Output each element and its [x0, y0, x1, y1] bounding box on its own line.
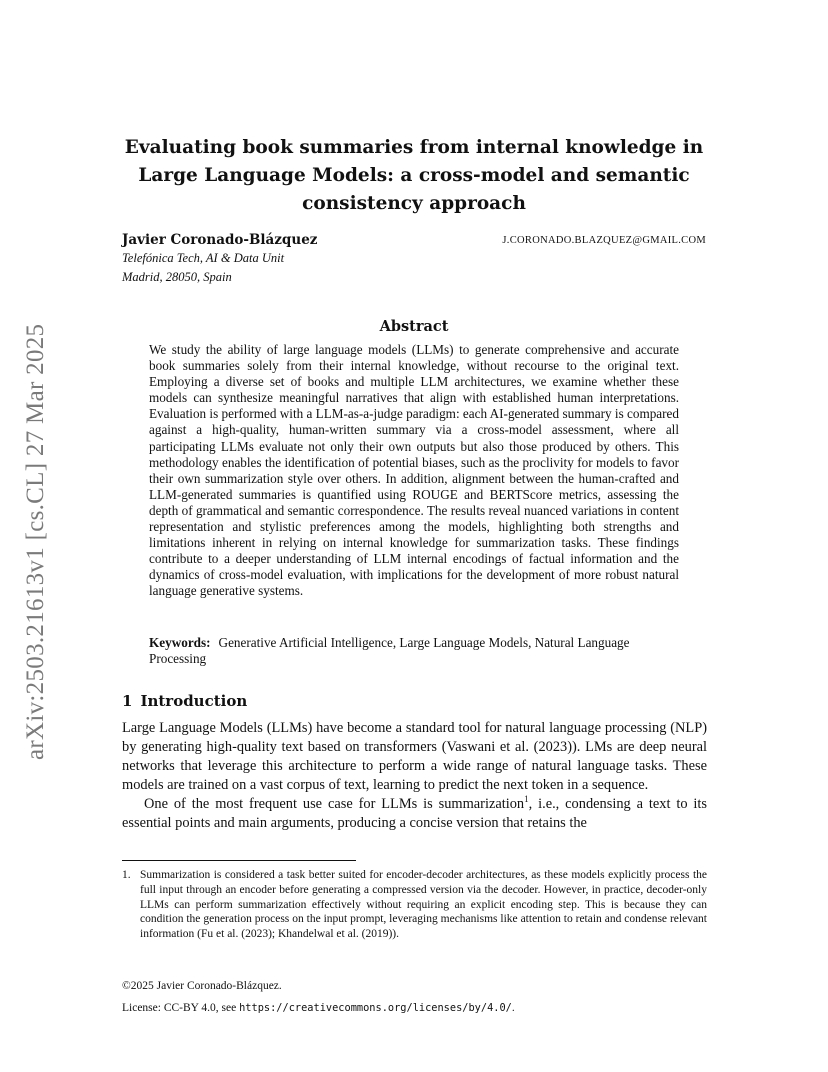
- arxiv-identifier: arXiv:2503.21613v1 [cs.CL] 27 Mar 2025: [22, 323, 49, 760]
- footnote-ref[interactable]: 1: [524, 794, 529, 805]
- section-number: 1: [122, 692, 133, 710]
- license-suffix: .: [511, 1002, 515, 1014]
- author-affiliation: Telefónica Tech, AI & Data Unit: [122, 251, 285, 265]
- abstract-text: We study the ability of large language models (LLMs) to generate comprehensive and accurate book summaries solely from their internal knowledge, without recourse to the original text. Employing a diverse set of books and multiple LLM architectures, we examine whether these models can synthesize meaningful narratives that align with established human interpretations. Evaluation is performed with a LLM-as-a-judge paradigm: each AI-generated summary is compared against a high-quality, human-written summary via a cross-model assessment, where all participating LLMs evaluate not only their own outputs but also those produced by others. This methodology enables the identification of potential biases, such as the proclivity for models to favor their own summarization style over others. In addition, alignment between the human-crafted and LLM-generated summaries is quantified using ROUGE and BERTScore metrics, assessing the depth of grammatical and semantic correspondence. The results reveal nuanced variations in content representation and stylistic preferences among the models, highlighting both strengths and limitations inherent in relying on internal knowledge for summarization tasks. These findings contribute to a deeper understanding of LLM internal encodings of factual information and the dynamics of cross-model evaluation, with implications for the development of more robust natural language generative systems.: [149, 342, 679, 599]
- keywords-text: Generative Artificial Intelligence, Large Language Models, Natural Language Processing: [149, 635, 630, 667]
- author-location: Madrid, 28050, Spain: [122, 270, 232, 284]
- intro-paragraph-2-start: One of the most frequent use case for LLMs is summarization: [144, 796, 525, 812]
- license-url-link[interactable]: https://creativecommons.org/licenses/by/4.0/: [239, 1002, 512, 1014]
- keywords: [149, 635, 679, 667]
- intro-paragraph-2-end: , i.e., condensing a text to its essential points and main arguments, producing a concise version that retains the: [122, 796, 707, 831]
- license-notice: [122, 1002, 515, 1014]
- license-prefix: License: CC-BY 4.0, see: [122, 1002, 240, 1014]
- introduction-body: [122, 719, 707, 833]
- paper-title: Evaluating book summaries from internal knowledge in Large Language Models: a cross-model and semantic consistency approach: [124, 137, 704, 214]
- author-email[interactable]: J.CORONADO.BLAZQUEZ@GMAIL.COM: [502, 235, 706, 246]
- section-heading: [122, 692, 247, 710]
- copyright-notice: ©2025 Javier Coronado-Blázquez.: [122, 980, 282, 992]
- footnote: [122, 868, 707, 942]
- author-name: Javier Coronado-Blázquez: [122, 232, 318, 248]
- footnote-text: Summarization is considered a task better suited for encoder-decoder architectures, as these models explicitly process the full input through an encoder before generating a compressed version via the decoder. However, in practice, decoder-only LLMs can perform summarization effectively without requiring an explicit encoding step. This is because they can condition the generation process on the input prompt, leveraging mechanisms like attention to retain and condense relevant information (Fu et al. (2023); Khandelwal et al. (2019)).: [140, 869, 707, 941]
- intro-paragraph-2: [122, 795, 707, 833]
- keywords-label: Keywords:: [149, 635, 211, 650]
- footnote-divider: [122, 860, 356, 861]
- section-title: Introduction: [140, 692, 248, 710]
- footnote-number: 1.: [122, 869, 131, 881]
- intro-paragraph-1: Large Language Models (LLMs) have become a standard tool for natural language processing (NLP) by generating high-quality text based on transformers (Vaswani et al. (2023)). LMs are deep neural networks that leverage this architecture to perform a wide range of natural language tasks. These models are trained on a vast corpus of text, learning to predict the next token in a sequence.: [122, 720, 707, 793]
- abstract-heading: Abstract: [379, 318, 449, 335]
